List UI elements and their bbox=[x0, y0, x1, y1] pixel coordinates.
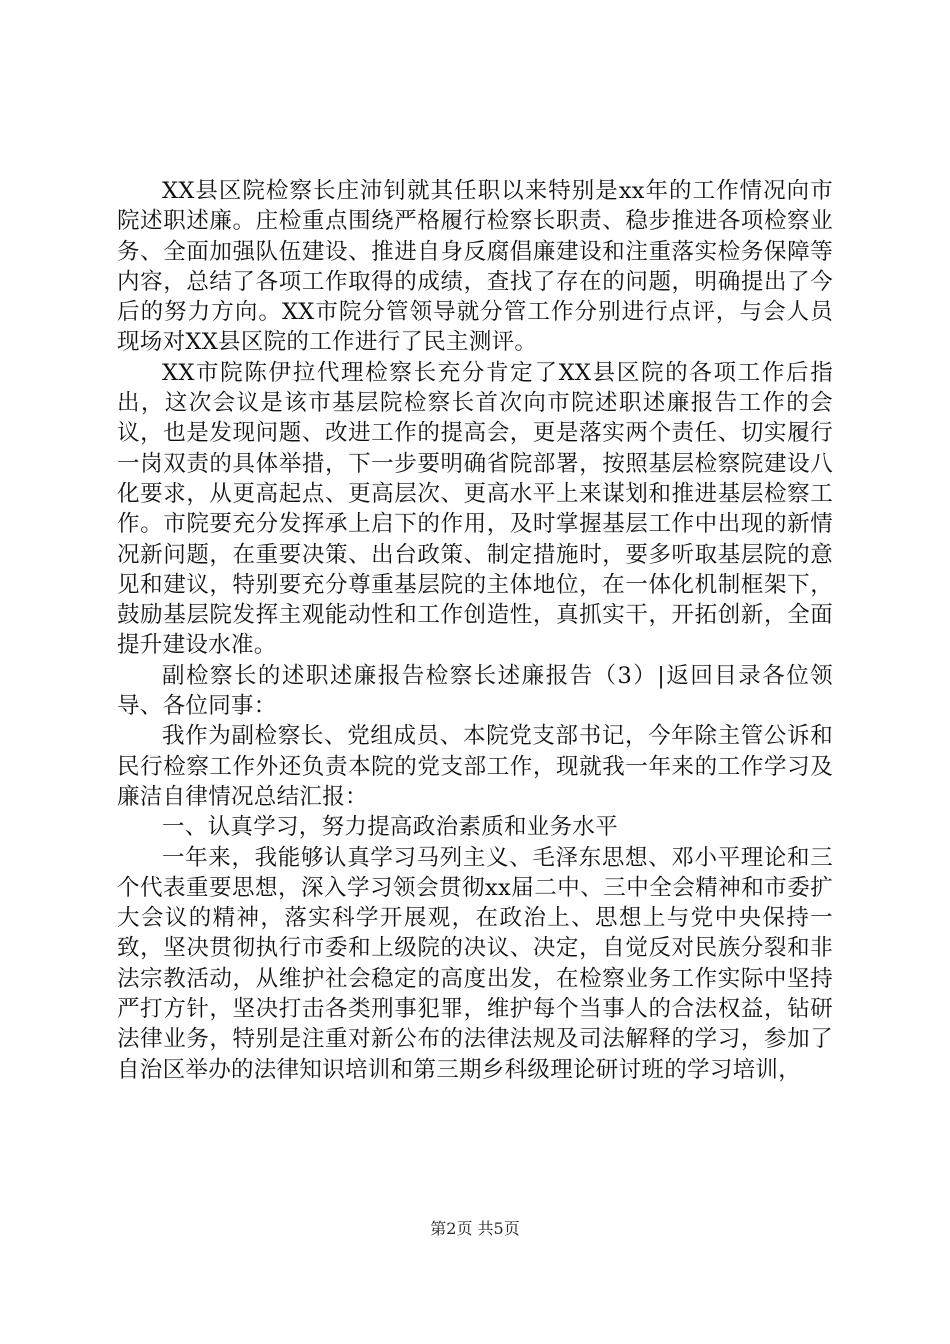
document-body bbox=[117, 176, 833, 1085]
section-heading: 一、认真学习，努力提高政治素质和业务水平 bbox=[162, 814, 619, 841]
page-number-footer: 第2页 共5页 bbox=[430, 1219, 520, 1238]
paragraph: XX县区院检察长庄沛钊就其任职以来特别是xx年的工作情况向市院述职述廉。庄检重点围绕严格履行检察长职责、稳步推进各项检察业务、全面加强队伍建设、推进自身反腐倡廉建设和注重落实检务保障等内容，总结了各项工作取得的成绩，查找了存在的问题，明确提出了今后的努力方向。XX市院分管领导就分管工作分别进行点评，与会人员现场对XX县区院的工作进行了民主测评。 bbox=[117, 178, 833, 356]
paragraph: XX市院陈伊拉代理检察长充分肯定了XX县区院的各项工作后指出，这次会议是该市基层院检察长首次向市院述职述廉报告工作的会议，也是发现问题、改进工作的提高会，更是落实两个责任、切实履行一岗双责的具体举措，下一步要明确省院部署，按照基层检察院建设八化要求，从更高起点、更高层次、更高水平上来谋划和推进基层检察工作。市院要充分发挥承上启下的作用，及时掌握基层工作中出现的新情况新问题，在重要决策、出台政策、制定措施时，要多听取基层院的意见和建议，特别要充分尊重基层院的主体地位，在一体化机制框架下，鼓励基层院发挥主观能动性和工作创造性，真抓实干，开拓创新，全面提升建设水准。 bbox=[117, 359, 833, 659]
paragraph: 我作为副检察长、党组成员、本院党支部书记，今年除主管公诉和民行检察工作外还负责本院的党支部工作，现就我一年来的工作学习及廉洁自律情况总结汇报： bbox=[117, 723, 833, 810]
paragraph: 一年来，我能够认真学习马列主义、毛泽东思想、邓小平理论和三个代表重要思想，深入学习领会贯彻xx届二中、三中全会精神和市委扩大会议的精神，落实科学开展观，在政治上、思想上与党中央保持一致，坚决贯彻执行市委和上级院的决议、决定，自觉反对民族分裂和非法宗教活动，从维护社会稳定的高度出发，在检察业务工作实际中坚持严打方针，坚决打击各类刑事犯罪，维护每个当事人的合法权益，钻研法律业务，特别是注重对新公布的法律法规及司法解释的学习，参加了自治区举办的法律知识培训和第三期乡科级理论研讨班的学习培训， bbox=[117, 844, 833, 1083]
paragraph: 副检察长的述职述廉报告检察长述廉报告（3）|返回目录各位领导、各位同事： bbox=[117, 662, 833, 720]
